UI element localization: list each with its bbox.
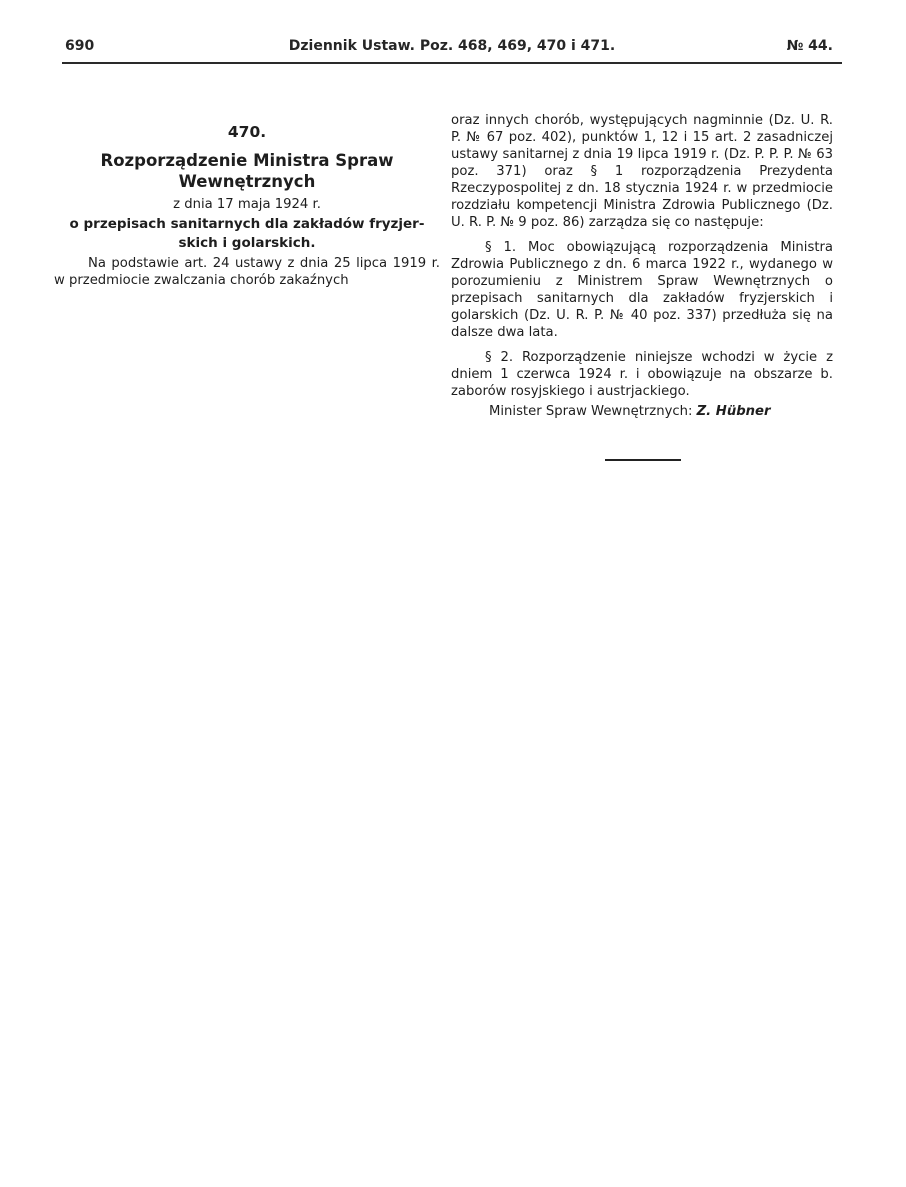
signature-name: Z. Hübner	[696, 404, 771, 419]
left-column	[54, 122, 440, 289]
section-2: § 2. Rozporządzenie niniejsze wchodzi w życie z dniem 1 czerwca 1924 r. i obowiązuje na obszarze b. zaborów rosyjskiego i austrjackiego.	[451, 350, 833, 399]
signature	[451, 403, 833, 420]
act-date: z dnia 17 maja 1924 r.	[173, 197, 321, 212]
signature-role: Minister Spraw Wewnętrznych:	[489, 404, 693, 419]
act-number: 470.	[227, 123, 267, 141]
preamble-part1: Na podstawie art. 24 ustawy z dnia 25 lipca 1919 r. w przedmiocie zwalczania chorób zakaźnych	[54, 256, 440, 288]
page-number: 690	[65, 38, 95, 54]
page-header	[63, 38, 841, 60]
act-subject-line1: o przepisach sanitarnych dla zakładów fryzjer-	[69, 216, 425, 232]
preamble-part2: oraz innych chorób, występujących nagminnie (Dz. U. R. P. № 67 poz. 402), punktów 1, 12 i 15 art. 2 zasadniczej ustawy sanitarnej z dnia 19 lipca 1919 r. (Dz. P. P. P. № 63 poz. 371) oraz § 1 rozporządzenia Prezydenta Rzeczypospolitej z dn. 18 stycznia 1924 r. w przedmiocie rozdziału kompetencji Ministra Zdrowia Publicznego (Dz. U. R. P. № 9 poz. 86) zarządza się co następuje:	[451, 113, 833, 230]
journal-title: Dziennik Ustaw. Poz. 468, 469, 470 i 471.	[288, 38, 616, 54]
act-title-line1: Rozporządzenie Ministra Spraw	[100, 151, 394, 170]
section-1: § 1. Moc obowiązującą rozporządzenia Ministra Zdrowia Publicznego z dn. 6 marca 1922 r., wydanego w porozumieniu z Ministrem Spraw Wewnętrznych o przepisach sanitarnych dla zakładów fryzjerskich i golarskich (Dz. U. R. P. № 40 poz. 337) przedłuża się na dalsze dwa lata.	[451, 240, 833, 340]
act-subject-line2: skich i golarskich.	[178, 235, 316, 251]
right-column	[451, 112, 833, 420]
header-rule	[62, 62, 842, 64]
end-rule	[605, 459, 681, 461]
act-title-line2: Wewnętrznych	[178, 172, 316, 191]
issue-number: № 44.	[786, 38, 833, 54]
